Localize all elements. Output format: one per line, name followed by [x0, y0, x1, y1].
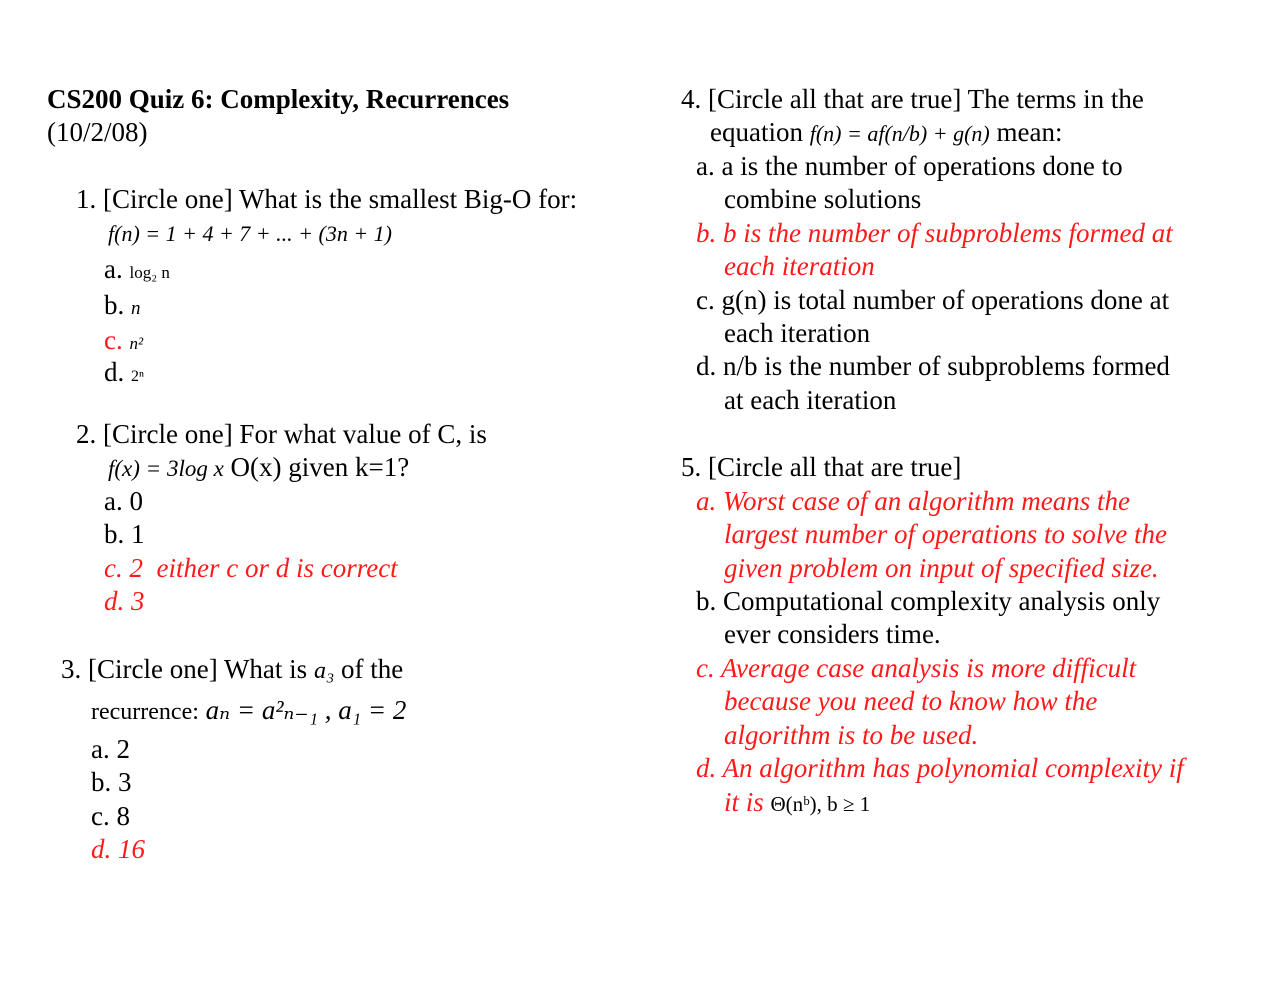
- q1-option-c-letter: c.: [104, 325, 123, 355]
- q5-option-a-line2: largest number of operations to solve the: [724, 519, 1167, 549]
- q5-option-a-line1: a. Worst case of an algorithm means the: [696, 486, 1130, 516]
- q1-option-b-expr: n: [131, 298, 141, 319]
- q4-stem-line1: 4. [Circle all that are true] The terms in the: [681, 84, 1144, 114]
- q3-stem-b: of the: [341, 654, 404, 684]
- q1-option-c-expr: n²: [129, 334, 144, 353]
- q3-formula: aₙ = a²ₙ₋₁ , a₁ = 2: [205, 695, 407, 725]
- q4-option-a-line2: combine solutions: [724, 184, 922, 214]
- q2-stem: 2. [Circle one] For what value of C, is: [76, 419, 487, 449]
- q1-option-a-expr: log₂ n: [129, 263, 170, 282]
- q5-stem: 5. [Circle all that are true]: [681, 452, 962, 482]
- q5-option-c-line2: because you need to know how the: [724, 686, 1098, 716]
- q5-option-c-line3: algorithm is to be used.: [724, 720, 979, 750]
- q2-option-a: a. 0: [104, 486, 143, 516]
- q1-option-d: [104, 356, 144, 393]
- q1-option-d-expr: 2ⁿ: [131, 368, 145, 385]
- q3-stem-a: 3. [Circle one] What is: [61, 654, 308, 684]
- q4-option-d-line2: at each iteration: [724, 385, 897, 415]
- q5-option-b-line1: b. Computational complexity analysis only: [696, 586, 1161, 616]
- q4-option-a-line1: a. a is the number of operations done to: [696, 151, 1123, 181]
- q3-option-d: d. 16: [91, 834, 145, 864]
- q4-option-c-line1: c. g(n) is total number of operations done at: [696, 285, 1170, 315]
- q4-stem-mean: mean:: [996, 117, 1063, 147]
- q5-option-d-formula: Θ(nᵇ), b ≥ 1: [770, 792, 871, 816]
- q2-option-d: d. 3: [104, 586, 145, 616]
- page-title: CS200 Quiz 6: Complexity, Recurrences: [47, 84, 510, 114]
- q4-option-b-line2: each iteration: [724, 251, 875, 281]
- q4-formula: f(n) = af(n/b) + g(n): [809, 121, 990, 146]
- q1-formula: f(n) = 1 + 4 + 7 + ... + (3n + 1): [108, 221, 392, 246]
- q1-stem: 1. [Circle one] What is the smallest Big-O for:: [76, 184, 578, 214]
- q1-option-a: [104, 253, 170, 289]
- q5-option-a-line3: given problem on input of specified size.: [724, 553, 1159, 583]
- q2-formula: f(x) = 3log x: [108, 456, 224, 481]
- q4-option-d-line1: d. n/b is the number of subproblems formed: [696, 351, 1170, 381]
- q5-option-d-line2: [724, 786, 870, 821]
- q3-option-b: b. 3: [91, 767, 132, 797]
- q2-option-c: c. 2 either c or d is correct: [104, 553, 398, 583]
- q1-option-c: [104, 324, 143, 360]
- q3-stem: [61, 653, 403, 688]
- q2-formula-tail: O(x) given k=1?: [230, 452, 410, 482]
- q2-option-b: b. 1: [104, 519, 145, 549]
- q1-option-b-letter: b.: [104, 290, 125, 320]
- q3-option-c: c. 8: [91, 801, 130, 831]
- q4-option-b-line1: b. b is the number of subproblems formed at: [696, 218, 1173, 248]
- q4-stem-line2: [710, 116, 1062, 150]
- q3-recurrence-line: [91, 694, 406, 729]
- q5-option-b-line2: ever considers time.: [724, 619, 941, 649]
- q1-option-a-letter: a.: [104, 254, 123, 284]
- q5-option-c-line1: c. Average case analysis is more difficult: [696, 653, 1137, 683]
- q1-option-b: [104, 289, 141, 325]
- quiz-date: (10/2/08): [47, 117, 148, 147]
- q3-label: recurrence:: [91, 699, 199, 725]
- q3-stem-var: a₃: [313, 658, 335, 684]
- q3-option-a: a. 2: [91, 734, 130, 764]
- q1-option-d-letter: d.: [104, 357, 125, 387]
- q5-option-d-line1: d. An algorithm has polynomial complexity if: [696, 753, 1184, 783]
- q2-formula-line: [108, 451, 409, 485]
- q4-stem-equation-label: equation: [710, 117, 803, 147]
- q5-option-d-itis: it is: [724, 787, 764, 817]
- q4-option-c-line2: each iteration: [724, 318, 871, 348]
